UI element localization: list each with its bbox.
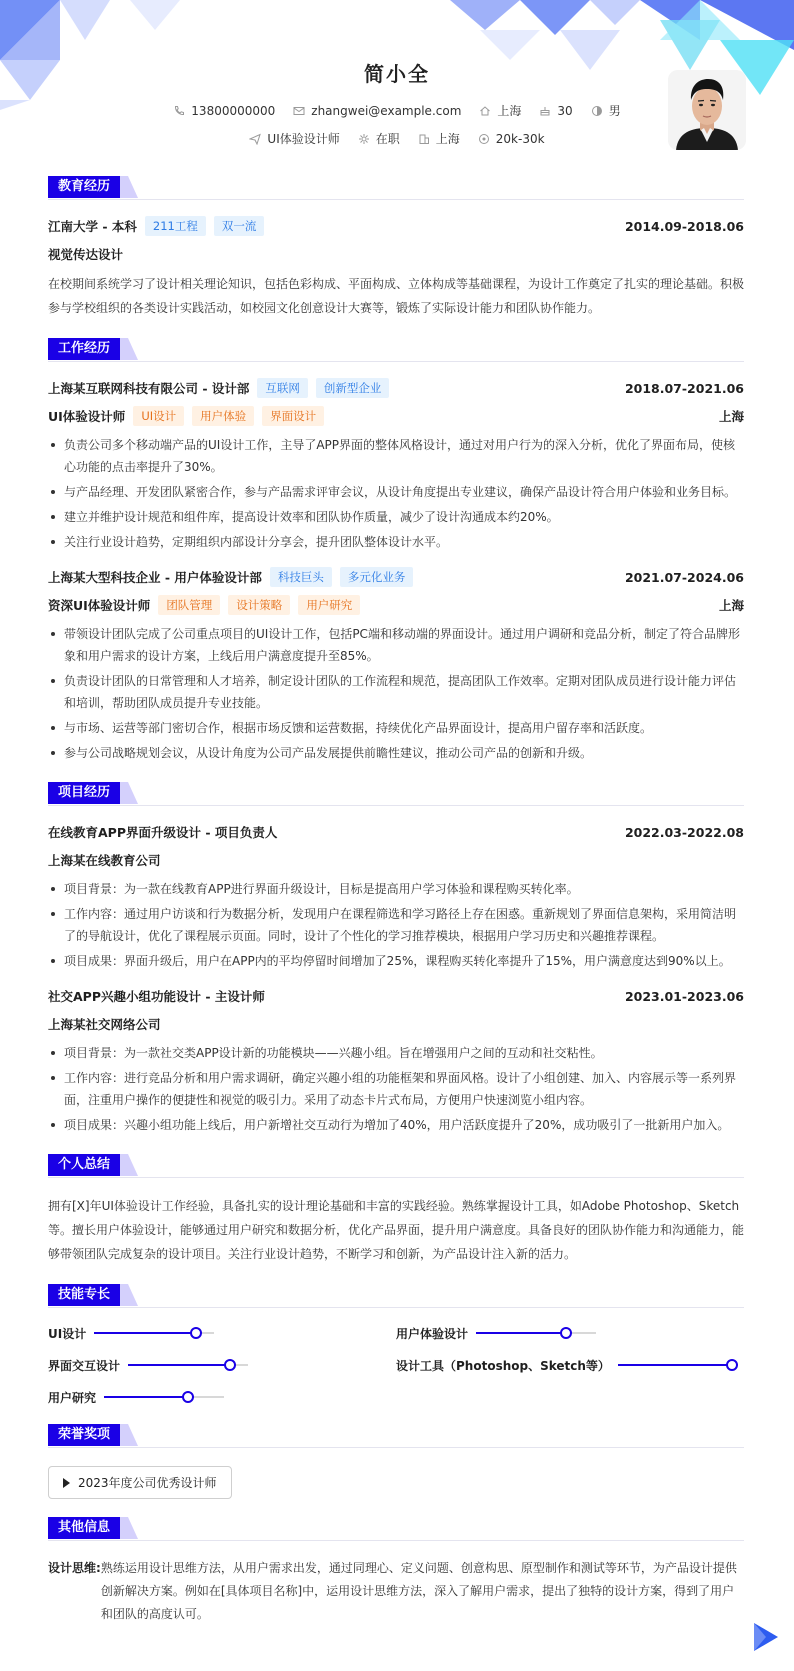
skill-bar — [476, 1332, 596, 1334]
section-header — [48, 1424, 744, 1448]
skill-item — [396, 1356, 744, 1374]
skill-bar-knob — [182, 1391, 194, 1403]
job-position-left — [48, 595, 360, 615]
job-entry — [48, 378, 744, 553]
work-title: 工作经历 — [48, 338, 120, 360]
list-item: 带领设计团队完成了公司重点项目的UI设计工作，包括PC端和移动端的界面设计。通过用户调研和竞品分析，制定了符合品牌形象和用户需求的设计方案，上线后用户满意度提升至85%。 — [48, 623, 744, 667]
skill-name: UI设计 — [48, 1326, 87, 1341]
list-item: 负责设计团队的日常管理和人才培养，制定设计团队的工作流程和规范，提高团队工作效率。定期对团队成员进行设计能力评估和培训，帮助团队成员提升专业技能。 — [48, 670, 744, 714]
education-date: 2014.09-2018.06 — [624, 218, 744, 234]
project-bullets — [48, 878, 744, 972]
other-row — [48, 1557, 744, 1626]
project-name-left — [48, 987, 265, 1005]
skill-item — [48, 1388, 396, 1406]
age-info — [539, 102, 572, 119]
skill-bar-fill — [104, 1396, 188, 1398]
projects-section — [48, 782, 744, 1136]
major-row — [48, 244, 744, 264]
other-label: 设计思维: — [48, 1561, 101, 1575]
location-value: 上海 — [497, 104, 522, 118]
project-org: 上海某社交网络公司 — [48, 1017, 161, 1032]
education-description: 在校期间系统学习了设计相关理论知识，包括色彩构成、平面构成、立体构成等基础课程，为设计工作奠定了扎实的理论基础。积极参与学校组织的各类设计实践活动，如校园文化创意设计大赛等，锻炼了实际设计能力和团队协作能力。 — [48, 277, 745, 315]
job-company-left — [48, 567, 413, 587]
skill-item — [48, 1324, 396, 1342]
skill-bar — [94, 1332, 214, 1334]
list-item: 项目背景：为一款在线教育APP进行界面升级设计，目标是提高用户学习体验和课程购买转化率。 — [48, 878, 744, 900]
resume-header — [0, 0, 794, 165]
skill-name: 用户研究 — [48, 1390, 97, 1405]
section-header — [48, 1154, 744, 1178]
position-tag: 用户研究 — [298, 595, 360, 615]
job-company-row — [48, 378, 744, 398]
project-date: 2022.03-2022.08 — [624, 824, 744, 840]
project-name-left — [48, 823, 277, 841]
job-bullets — [48, 434, 744, 553]
play-icon — [63, 1478, 70, 1488]
salary-value: 20k-30k — [495, 131, 545, 146]
skill-name: 设计工具（Photoshop、Sketch等） — [396, 1358, 610, 1373]
awards-title: 荣誉奖项 — [48, 1424, 120, 1446]
project-name: 社交APP兴趣小组功能设计 - 主设计师 — [48, 989, 265, 1004]
job-bullets — [48, 623, 744, 764]
section-header — [48, 176, 744, 200]
salary-icon — [478, 133, 490, 145]
project-org-row — [48, 1014, 744, 1034]
project-bullets — [48, 1042, 744, 1136]
other-section — [48, 1517, 744, 1626]
project-org-left — [48, 851, 161, 869]
corner-decoration — [750, 1617, 780, 1657]
target-city-info — [418, 130, 460, 147]
skill-bar — [104, 1396, 224, 1398]
position-tag: 团队管理 — [158, 595, 220, 615]
avatar — [668, 70, 746, 150]
education-section — [48, 176, 744, 320]
job-status-info — [358, 130, 400, 147]
other-title: 其他信息 — [48, 1517, 120, 1539]
list-item: 工作内容：通过用户访谈和行为数据分析，发现用户在课程筛选和学习路径上存在困惑。重新规划了界面信息架构，采用简洁明了的导航设计，优化了课程展示页面。同时，设计了个性化的学习推荐模块，根据用户学习历史和兴趣推荐课程。 — [48, 903, 744, 947]
position-tag: 用户体验 — [192, 406, 254, 426]
job-date: 2021.07-2024.06 — [624, 569, 744, 585]
work-section — [48, 338, 744, 764]
email-value: zhangwei@example.com — [311, 103, 462, 118]
skill-bar-knob — [190, 1327, 202, 1339]
position-tag: UI设计 — [133, 406, 184, 426]
job-position-row — [48, 595, 744, 615]
position-name: UI体验设计师 — [48, 409, 126, 424]
company-tag: 创新型企业 — [316, 378, 390, 398]
phone-value: 13800000000 — [191, 103, 276, 118]
skill-bar-fill — [128, 1364, 230, 1366]
list-item: 项目成果：界面升级后，用户在APP内的平均停留时间增加了25%，课程购买转化率提升了15%，用户满意度达到90%以上。 — [48, 950, 744, 972]
project-name-row — [48, 986, 744, 1006]
list-item: 项目成果：兴趣小组功能上线后，用户新增社交互动行为增加了40%，用户活跃度提升了20%，成功吸引了一批新用户加入。 — [48, 1114, 744, 1136]
skills-section — [48, 1284, 744, 1406]
school-name: 江南大学 - 本科 — [48, 219, 137, 234]
gender-icon — [591, 105, 603, 117]
building-icon — [418, 133, 430, 145]
list-item: 工作内容：进行竞品分析和用户需求调研，确定兴趣小组的功能框架和界面风格。设计了小组创建、加入、内容展示等一系列界面，注重用户操作的便捷性和视觉的吸引力。采用了动态卡片式布局，方便用户快速浏览小组内容。 — [48, 1067, 744, 1111]
summary-text: 拥有[X]年UI体验设计工作经验，具备扎实的设计理论基础和丰富的实践经验。熟练掌握设计工具，如Adobe Photoshop、Sketch等。擅长用户体验设计，能够通过用户研究和数据分析，优化产品界面，提升用户满意度。具备良好的团队协作能力和沟通能力，能够带领团队完成复杂的设计项目。关注行业设计趋势，不断学习和创新，为产品设计注入新的活力。 — [48, 1199, 745, 1261]
skill-bar — [618, 1364, 738, 1366]
project-org-row — [48, 850, 744, 870]
gender-info — [591, 102, 621, 119]
project-name: 在线教育APP界面升级设计 - 项目负责人 — [48, 825, 278, 840]
project-entry — [48, 822, 744, 972]
section-header — [48, 338, 744, 362]
major-left — [48, 245, 123, 263]
company-tag: 互联网 — [257, 378, 308, 398]
skill-item — [48, 1356, 396, 1374]
job-entry — [48, 567, 744, 764]
skill-item — [396, 1324, 744, 1342]
email-info — [293, 102, 461, 119]
project-name-row — [48, 822, 744, 842]
projects-title: 项目经历 — [48, 782, 120, 804]
cake-icon — [539, 105, 551, 117]
gender-value: 男 — [608, 104, 621, 118]
skill-bar-fill — [618, 1364, 732, 1366]
position-tag: 设计策略 — [228, 595, 290, 615]
company-tag: 多元化业务 — [340, 567, 414, 587]
company-name: 上海某大型科技企业 - 用户体验设计部 — [48, 570, 262, 585]
summary-title: 个人总结 — [48, 1154, 120, 1176]
education-row — [48, 216, 744, 236]
send-icon — [249, 133, 261, 145]
award-item — [48, 1466, 232, 1499]
project-entry — [48, 986, 744, 1136]
target-city-value: 上海 — [435, 132, 460, 146]
job-date: 2018.07-2021.06 — [624, 380, 744, 396]
skills-title: 技能专长 — [48, 1284, 120, 1306]
company-tag: 科技巨头 — [270, 567, 332, 587]
position-tag: 界面设计 — [262, 406, 324, 426]
skill-bar-fill — [476, 1332, 566, 1334]
mail-icon — [293, 105, 305, 117]
section-header — [48, 782, 744, 806]
school-tag: 211工程 — [145, 216, 206, 236]
job-position-row — [48, 406, 744, 426]
list-item: 负责公司多个移动端产品的UI设计工作，主导了APP界面的整体风格设计，通过对用户行为的深入分析，优化了界面布局，使核心功能的点击率提升了30%。 — [48, 434, 744, 478]
location-info — [479, 102, 521, 119]
job-position-left — [48, 406, 324, 426]
list-item: 与产品经理、开发团队紧密合作，参与产品需求评审会议，从设计角度提出专业建议，确保产品设计符合用户体验和业务目标。 — [48, 481, 744, 503]
skill-bar — [128, 1364, 248, 1366]
job-title-value: UI体验设计师 — [267, 132, 340, 146]
school-tag: 双一流 — [214, 216, 265, 236]
project-org: 上海某在线教育公司 — [48, 853, 161, 868]
other-text: 熟练运用设计思维方法，从用户需求出发，通过同理心、定义问题、创意构思、原型制作和测试等环节，为产品设计提供创新解决方案。例如在[具体项目名称]中，运用设计思维方法，深入了解用户需求，提出了独特的设计方案，得到了用户和团队的高度认可。 — [100, 1561, 737, 1621]
status-icon — [358, 133, 370, 145]
major-name: 视觉传达设计 — [48, 247, 124, 262]
summary-section — [48, 1154, 744, 1266]
list-item: 建立并维护设计规范和组件库，提高设计效率和团队协作质量，减少了设计沟通成本约20%。 — [48, 506, 744, 528]
job-company-left — [48, 378, 389, 398]
skill-name: 用户体验设计 — [396, 1326, 469, 1341]
project-org-left — [48, 1015, 161, 1033]
project-date: 2023.01-2023.06 — [624, 988, 744, 1004]
skill-name: 界面交互设计 — [48, 1358, 121, 1373]
list-item: 项目背景：为一款社交类APP设计新的功能模块——兴趣小组。旨在增强用户之间的互动和社交粘性。 — [48, 1042, 744, 1064]
job-company-row — [48, 567, 744, 587]
list-item: 与市场、运营等部门密切合作，根据市场反馈和运营数据，持续优化产品界面设计，提高用户留存率和活跃度。 — [48, 717, 744, 739]
salary-info — [478, 130, 545, 147]
skill-bar-fill — [94, 1332, 196, 1334]
awards-section — [48, 1424, 744, 1499]
company-name: 上海某互联网科技有限公司 - 设计部 — [48, 381, 250, 396]
job-status-value: 在职 — [375, 132, 400, 146]
list-item: 关注行业设计趋势，定期组织内部设计分享会，提升团队整体设计水平。 — [48, 531, 744, 553]
skills-grid — [48, 1324, 744, 1406]
job-city: 上海 — [718, 598, 744, 613]
age-value: 30 — [557, 103, 573, 118]
education-title: 教育经历 — [48, 176, 120, 198]
phone-info — [173, 102, 275, 119]
home-icon — [479, 105, 491, 117]
section-header — [48, 1284, 744, 1308]
skill-bar-knob — [560, 1327, 572, 1339]
phone-icon — [173, 105, 185, 117]
job-title-info — [249, 130, 339, 147]
skill-bar-knob — [224, 1359, 236, 1371]
list-item: 参与公司战略规划会议，从设计角度为公司产品发展提供前瞻性建议，推动公司产品的创新和升级。 — [48, 742, 744, 764]
job-city: 上海 — [718, 409, 744, 424]
position-name: 资深UI体验设计师 — [48, 598, 151, 613]
skill-bar-knob — [726, 1359, 738, 1371]
section-header — [48, 1517, 744, 1541]
resume-body — [48, 176, 744, 1644]
award-name: 2023年度公司优秀设计师 — [78, 1476, 217, 1490]
candidate-name: 简小全 — [364, 62, 430, 86]
education-left — [48, 216, 264, 236]
